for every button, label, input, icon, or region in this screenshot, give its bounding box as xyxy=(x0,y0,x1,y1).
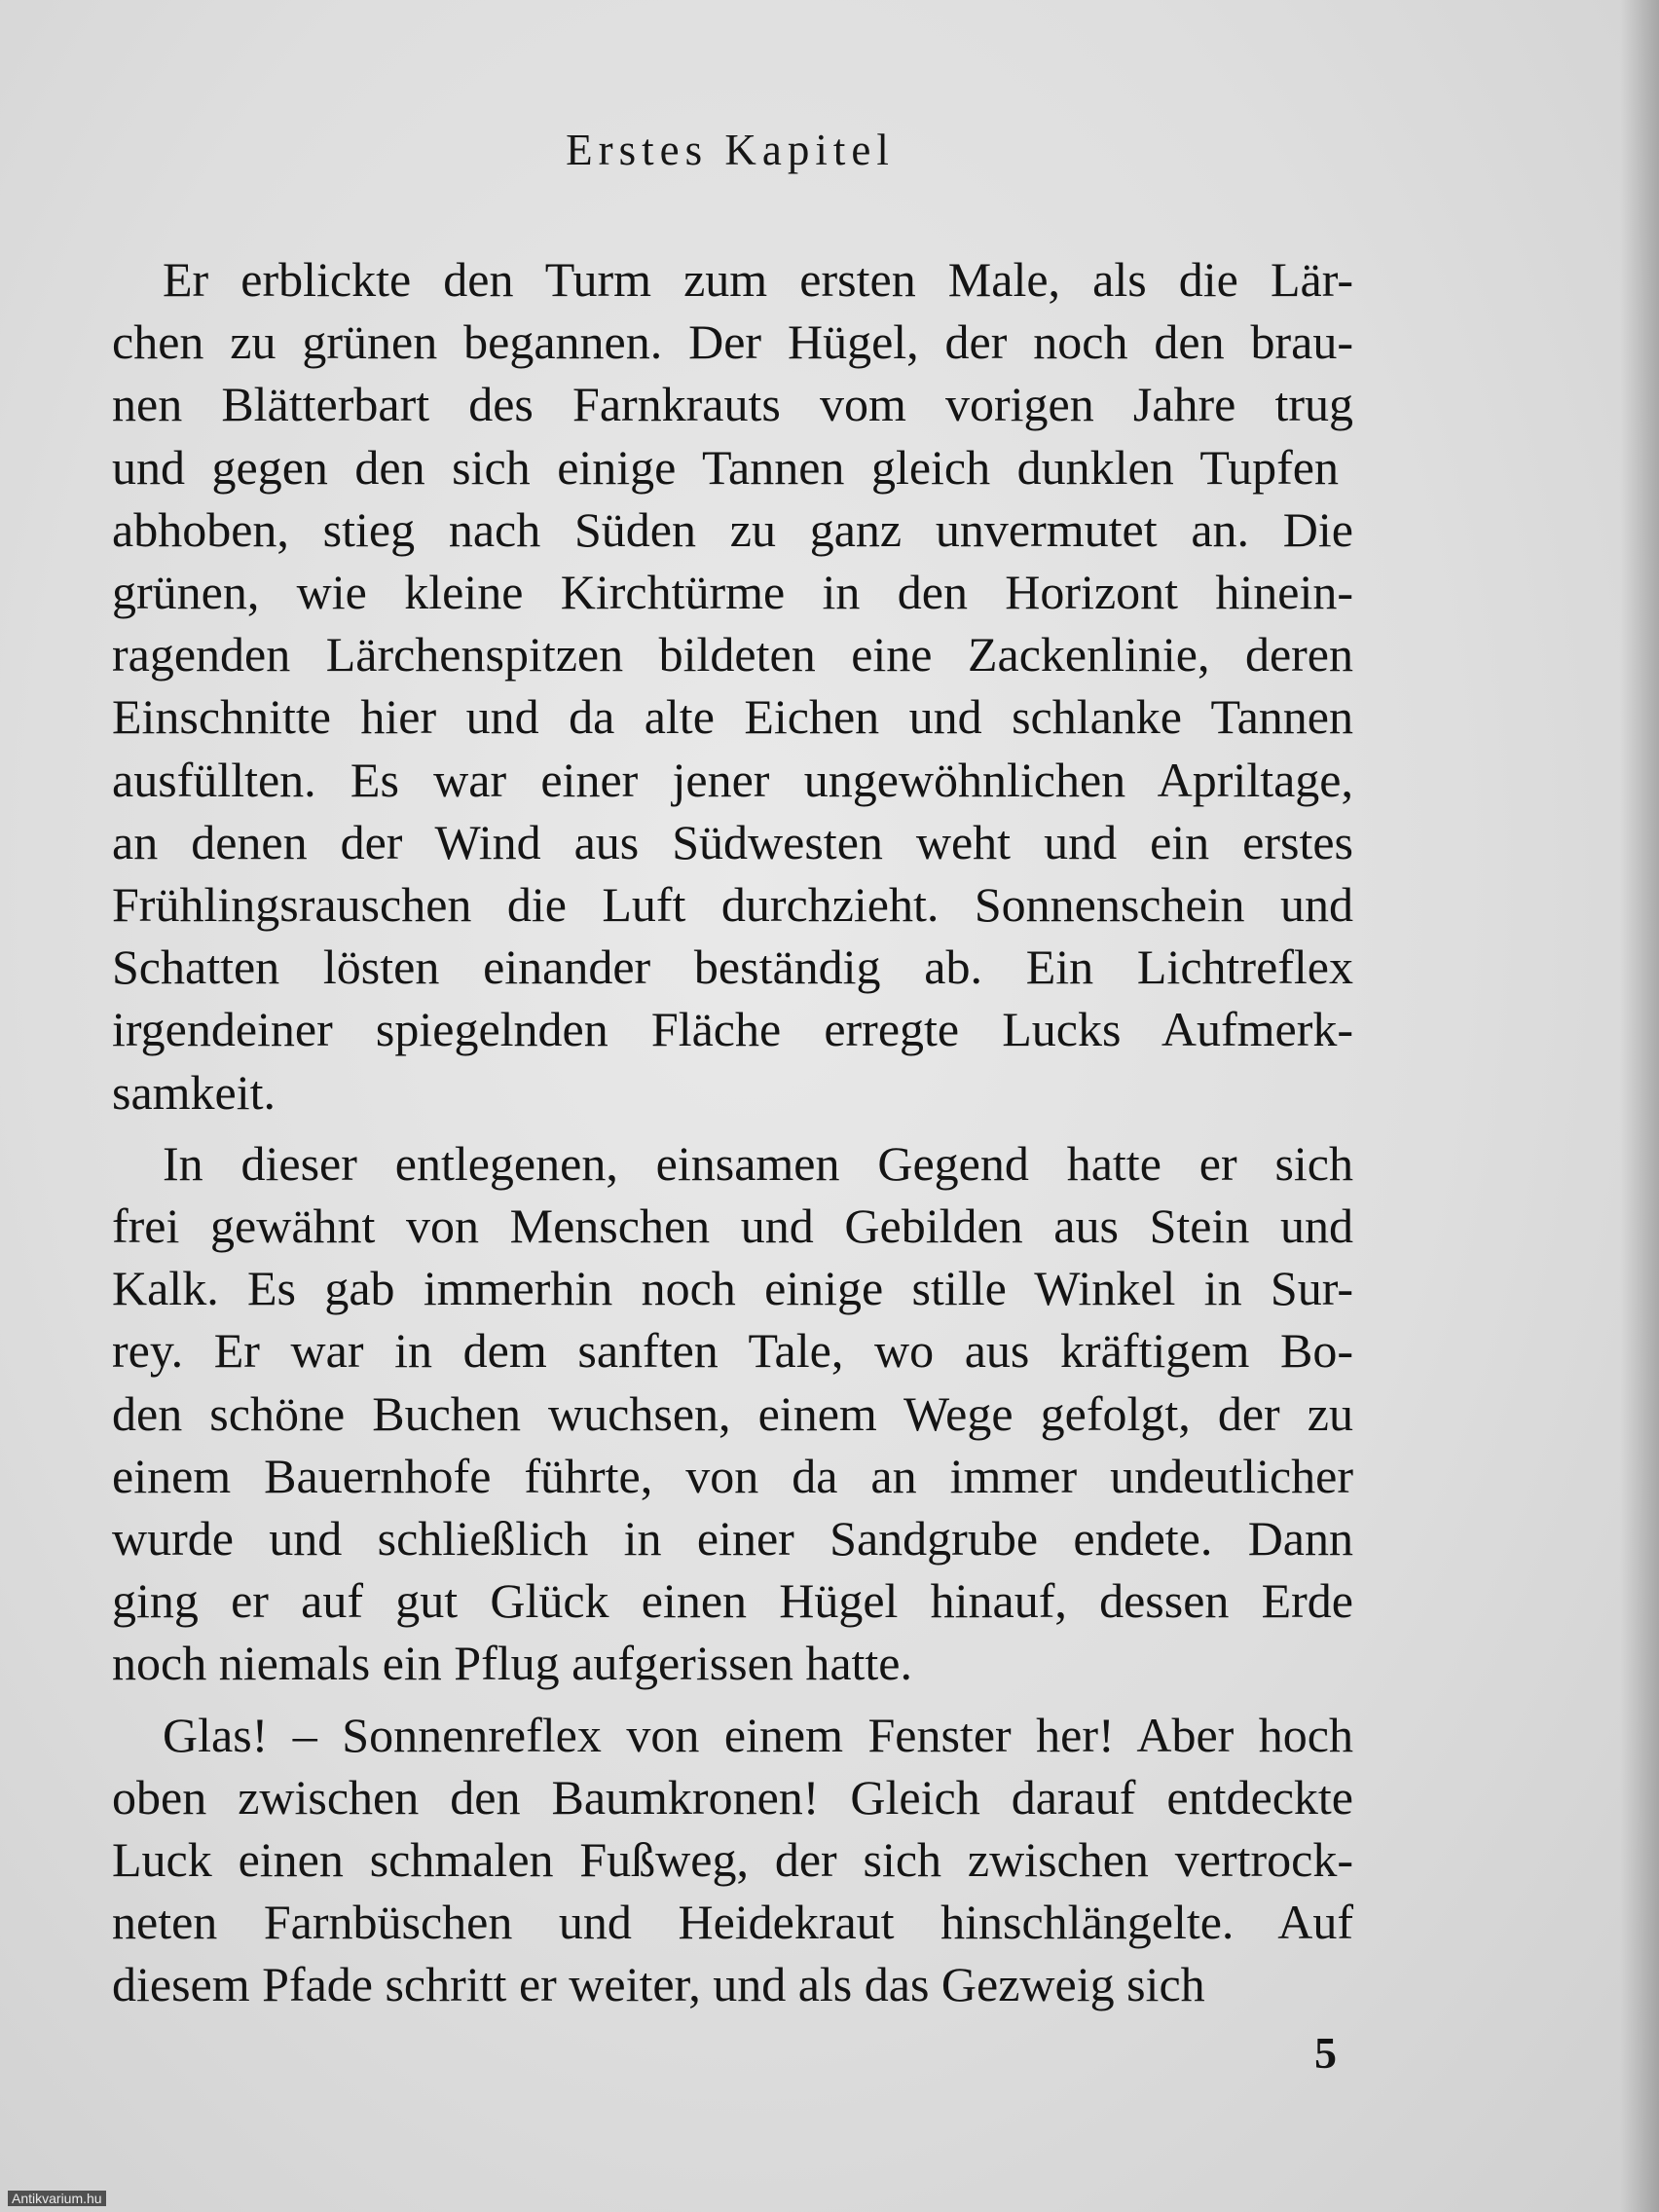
text-line: samkeit. xyxy=(112,1064,276,1120)
text-line: Luck einen schmalen Fußweg, der sich zwischen vertrock- xyxy=(112,1832,1353,1888)
text-line: frei gewähnt von Menschen und Gebilden aus Stein und xyxy=(112,1198,1353,1254)
text-line: einem Bauernhofe führte, von da an immer undeutlicher xyxy=(112,1448,1353,1503)
page-number: 5 xyxy=(1314,2028,1337,2078)
text-line: Frühlingsrauschen die Luft durchzieht. Sonnenschein und xyxy=(112,877,1353,933)
text-line: In dieser entlegenen, einsamen Gegend hatte er sich xyxy=(163,1135,1353,1191)
text-line: oben zwischen den Baumkronen! Gleich darauf entdeckte xyxy=(112,1769,1353,1825)
text-line: Er erblickte den Turm zum ersten Male, als die Lär- xyxy=(163,252,1353,307)
text-line: abhoben, stieg nach Süden zu ganz unvermutet an. Die xyxy=(112,501,1353,557)
text-line: Glas! – Sonnenreflex von einem Fenster her! Aber hoch xyxy=(163,1707,1353,1762)
watermark: Antikvarium.hu xyxy=(8,2191,106,2206)
text-line: grünen, wie kleine Kirchtürme in den Horizont hinein- xyxy=(112,565,1353,620)
text-line: irgendeiner spiegelnden Fläche erregte Lucks Aufmerk- xyxy=(112,1002,1353,1057)
text-line: und gegen den sich einige Tannen gleich dunklen Tupfen xyxy=(112,439,1339,495)
text-line: ausfüllten. Es war einer jener ungewöhnlichen Apriltage, xyxy=(112,752,1353,807)
text-line: Kalk. Es gab immerhin noch einige stille Winkel in Sur- xyxy=(112,1261,1353,1316)
paragraph xyxy=(112,248,1353,1124)
text-line: nen Blätterbart des Farnkrauts vom vorigen Jahre trug xyxy=(112,377,1353,432)
paragraph xyxy=(112,1704,1353,2016)
text-line: rey. Er war in dem sanften Tale, wo aus kräftigem Bo- xyxy=(112,1323,1353,1379)
page-edge-shadow xyxy=(1620,0,1659,2212)
paragraph-container xyxy=(112,248,1353,2016)
text-line: ragenden Lärchenspitzen bildeten eine Zackenlinie, deren xyxy=(112,627,1353,682)
text-line: ging er auf gut Glück einen Hügel hinauf, dessen Erde xyxy=(112,1573,1353,1629)
text-line: Schatten lösten einander beständig ab. Ein Lichtreflex xyxy=(112,940,1353,995)
text-line: neten Farnbüschen und Heidekraut hinschlängelte. Auf xyxy=(112,1895,1353,1950)
text-line: diesem Pfade schritt er weiter, und als das Gezweig sich xyxy=(112,1957,1205,2012)
paragraph xyxy=(112,1132,1353,1695)
text-line: wurde und schließlich in einer Sandgrube endete. Dann xyxy=(112,1511,1353,1567)
text-line: Einschnitte hier und da alte Eichen und schlanke Tannen xyxy=(112,689,1353,745)
text-line: den schöne Buchen wuchsen, einem Wege gefolgt, der zu xyxy=(112,1385,1353,1441)
text-line: an denen der Wind aus Südwesten weht und ein erstes xyxy=(112,814,1353,869)
chapter-title: Erstes Kapitel xyxy=(566,126,895,174)
text-line: chen zu grünen begannen. Der Hügel, der noch den brau- xyxy=(112,314,1353,370)
body-text xyxy=(112,248,1353,2025)
text-line: noch niemals ein Pflug aufgerissen hatte. xyxy=(112,1636,912,1691)
